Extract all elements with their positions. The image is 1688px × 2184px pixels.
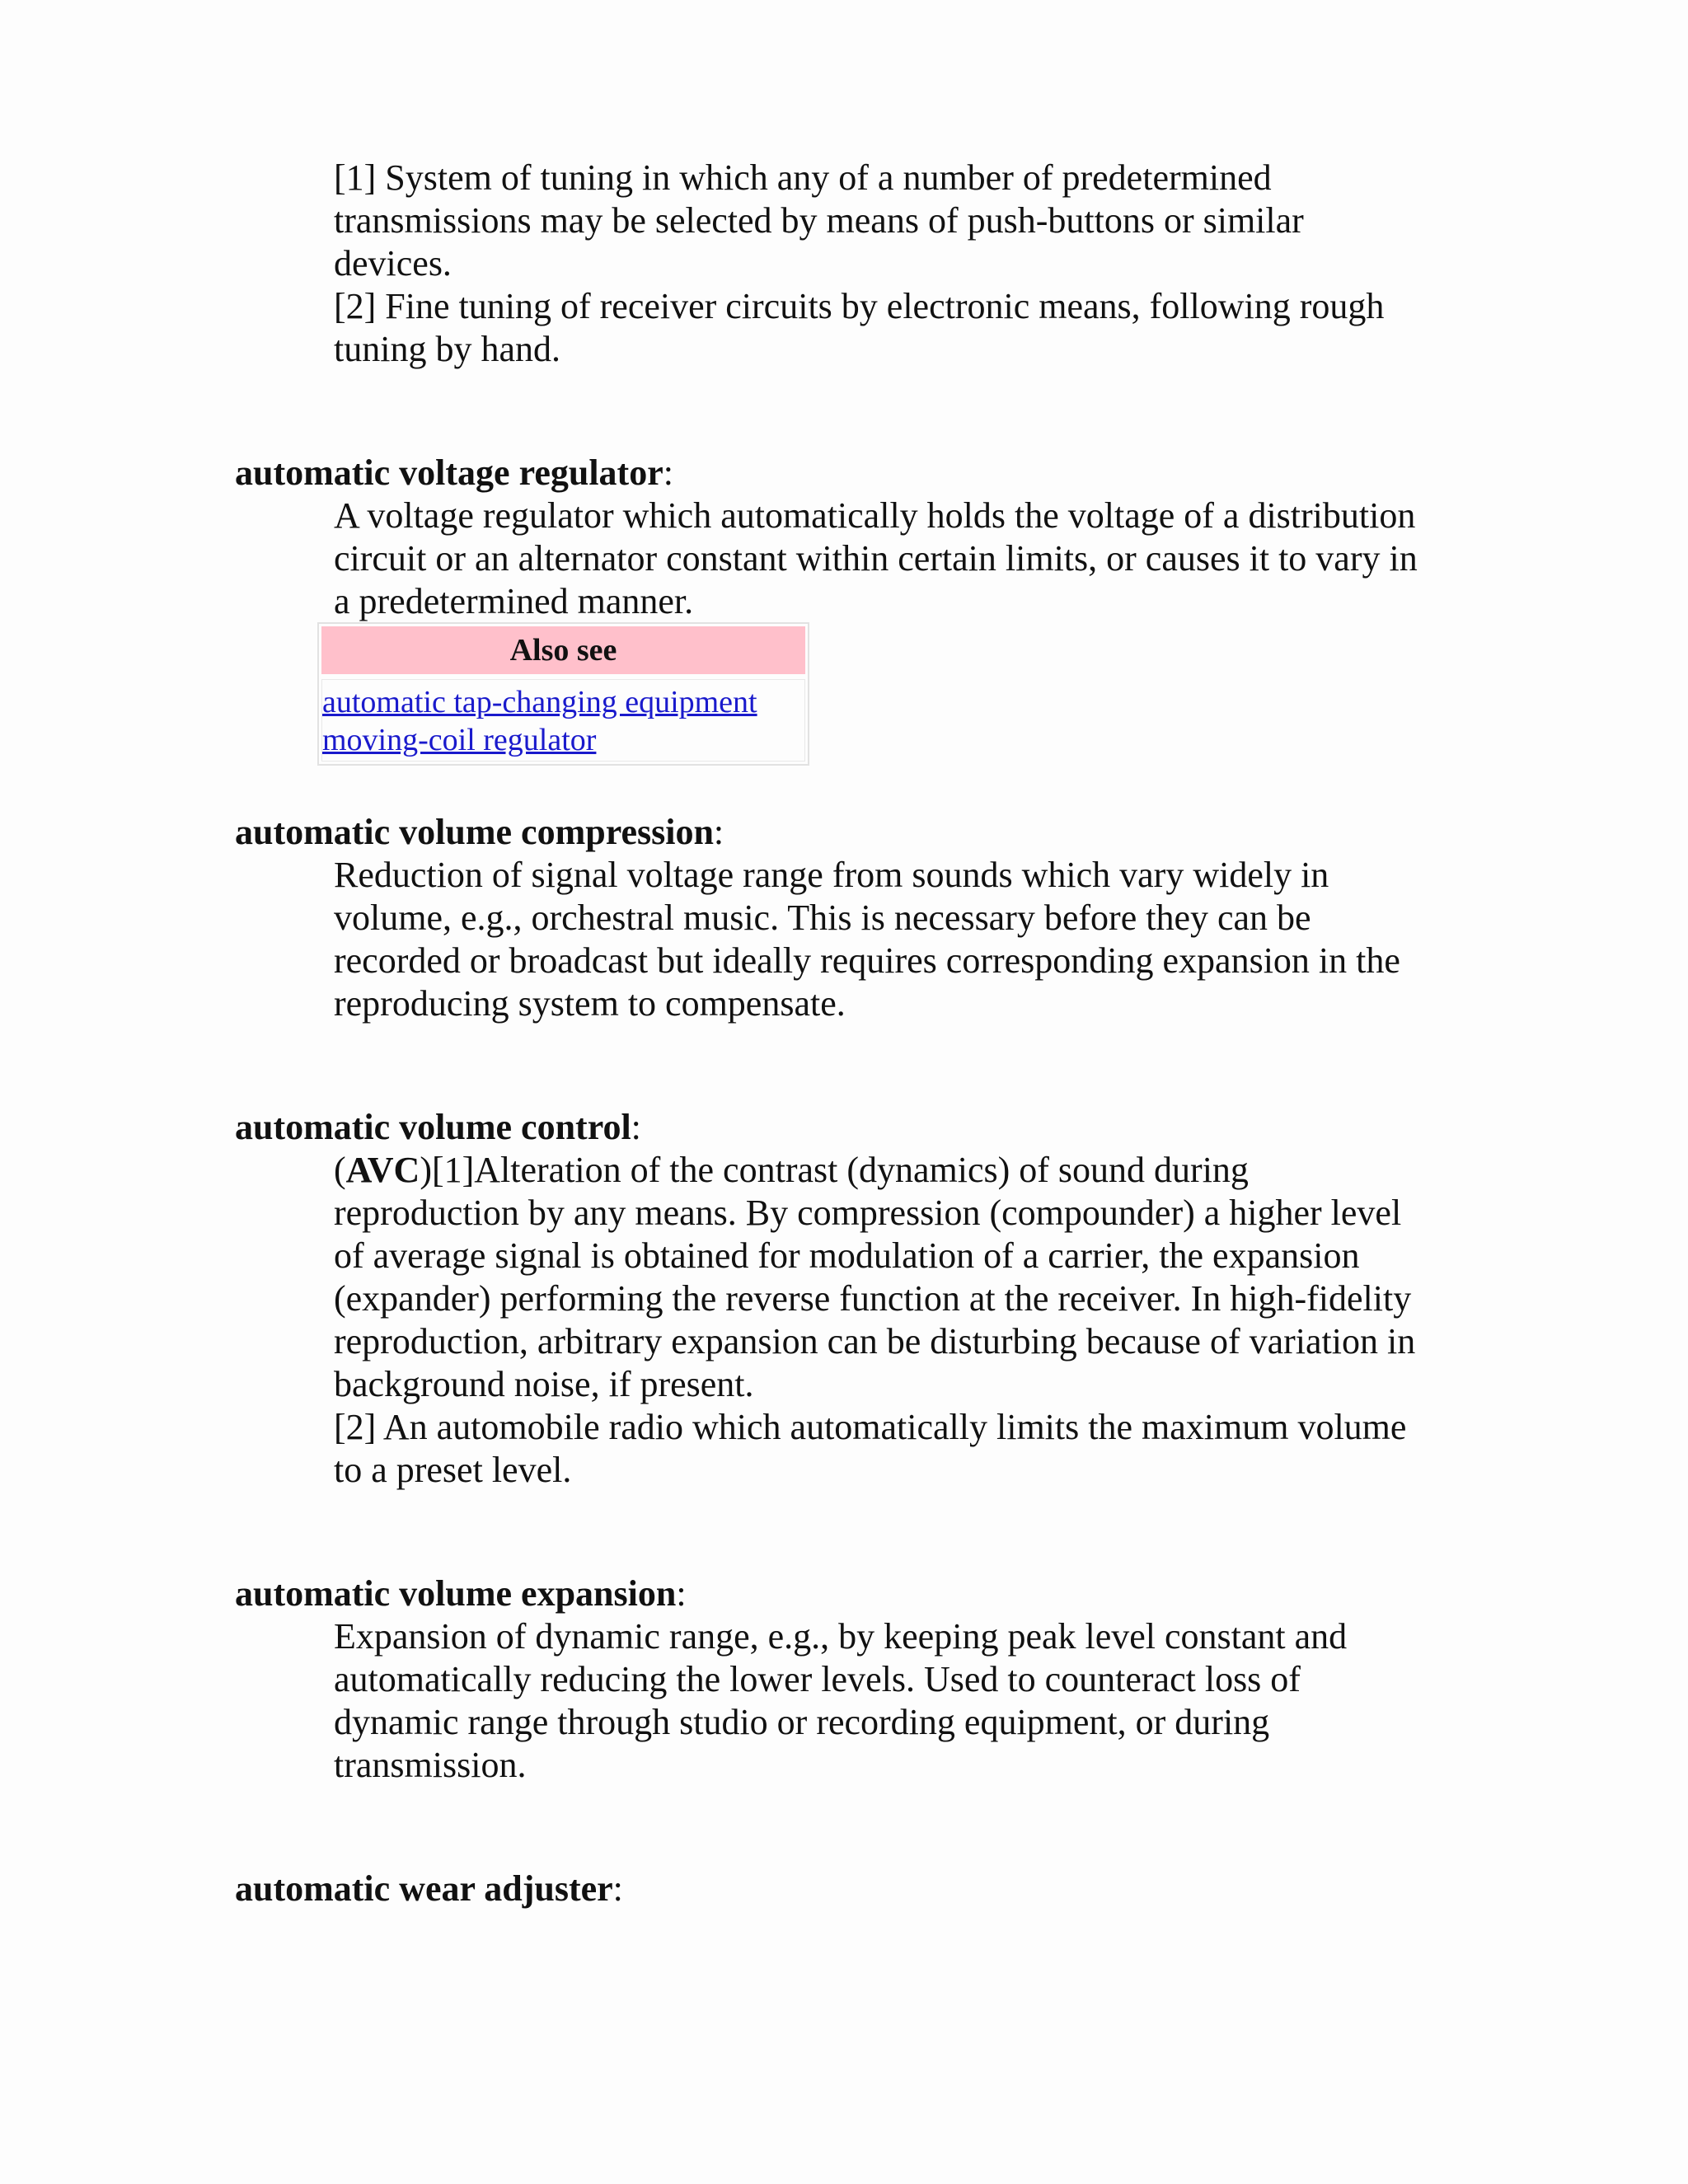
term-automatic-volume-compression bbox=[235, 811, 724, 854]
definition-line: reproduction, arbitrary expansion can be disturbing because of variation in bbox=[334, 1321, 1416, 1361]
also-see-link-moving-coil-regulator[interactable]: moving-coil regulator bbox=[322, 723, 597, 757]
term-automatic-volume-expansion bbox=[235, 1572, 687, 1615]
definition-line: Reduction of signal voltage range from sounds which vary widely in bbox=[334, 855, 1329, 895]
definition-line: tuning by hand. bbox=[334, 329, 560, 369]
term-colon: : bbox=[631, 1107, 641, 1147]
definition-automatic-volume-control bbox=[334, 1149, 1471, 1492]
term-colon: : bbox=[663, 452, 673, 493]
abbr-open: ( bbox=[334, 1150, 346, 1190]
definition-automatic-volume-compression bbox=[334, 854, 1471, 1025]
definition-line: circuit or an alternator constant within certain limits, or causes it to vary in bbox=[334, 538, 1418, 579]
definition-line: [2] Fine tuning of receiver circuits by electronic means, following rough bbox=[334, 286, 1385, 326]
definition-automatic-voltage-regulator bbox=[334, 494, 1471, 623]
definition-line: dynamic range through studio or recording equipment, or during bbox=[334, 1702, 1270, 1742]
definition-line: devices. bbox=[334, 243, 452, 284]
term-colon: : bbox=[612, 1868, 623, 1909]
definition-continued bbox=[334, 157, 1471, 371]
definition-line: recorded or broadcast but ideally requires corresponding expansion in the bbox=[334, 940, 1400, 981]
definition-line: transmission. bbox=[334, 1745, 527, 1785]
also-see-links bbox=[321, 679, 805, 762]
definition-line: reproduction by any means. By compression (compounder) a higher level bbox=[334, 1193, 1402, 1233]
term-colon: : bbox=[676, 1573, 687, 1614]
term-title: automatic volume compression bbox=[235, 812, 714, 852]
definition-line: A voltage regulator which automatically holds the voltage of a distribution bbox=[334, 495, 1416, 536]
definition-line: to a preset level. bbox=[334, 1450, 572, 1490]
definition-line: volume, e.g., orchestral music. This is necessary before they can be bbox=[334, 898, 1311, 938]
also-see-link-automatic-tap-changing-equipment[interactable]: automatic tap-changing equipment bbox=[322, 685, 757, 719]
definition-line: automatically reducing the lower levels. Used to counteract loss of bbox=[334, 1659, 1301, 1699]
term-automatic-volume-control bbox=[235, 1106, 641, 1149]
definition-line: a predetermined manner. bbox=[334, 581, 694, 621]
term-title: automatic volume control bbox=[235, 1107, 631, 1147]
definition-line: Expansion of dynamic range, e.g., by keeping peak level constant and bbox=[334, 1616, 1348, 1657]
term-title: automatic volume expansion bbox=[235, 1573, 677, 1614]
definition-line: reproducing system to compensate. bbox=[334, 983, 846, 1024]
definition-line-start: )[1]Alteration of the contrast (dynamics) of sound during bbox=[420, 1150, 1249, 1190]
definition-line: [2] An automobile radio which automatically limits the maximum volume bbox=[334, 1407, 1407, 1447]
term-automatic-voltage-regulator bbox=[235, 452, 673, 494]
definition-line: background noise, if present. bbox=[334, 1364, 754, 1404]
definition-automatic-volume-expansion bbox=[334, 1615, 1471, 1787]
also-see-box bbox=[317, 622, 809, 766]
definition-line: (expander) performing the reverse function at the receiver. In high-fidelity bbox=[334, 1278, 1412, 1319]
definition-line: [1] System of tuning in which any of a number of predetermined bbox=[334, 157, 1272, 198]
definition-line: transmissions may be selected by means of push-buttons or similar bbox=[334, 200, 1304, 241]
definition-line bbox=[334, 1149, 1471, 1192]
definition-line: of average signal is obtained for modulation of a carrier, the expansion bbox=[334, 1235, 1360, 1276]
also-see-header: Also see bbox=[321, 626, 805, 674]
abbreviation: AVC bbox=[345, 1150, 420, 1190]
term-title: automatic voltage regulator bbox=[235, 452, 663, 493]
term-colon: : bbox=[713, 812, 724, 852]
term-automatic-wear-adjuster bbox=[235, 1868, 623, 1910]
term-title: automatic wear adjuster bbox=[235, 1868, 613, 1909]
